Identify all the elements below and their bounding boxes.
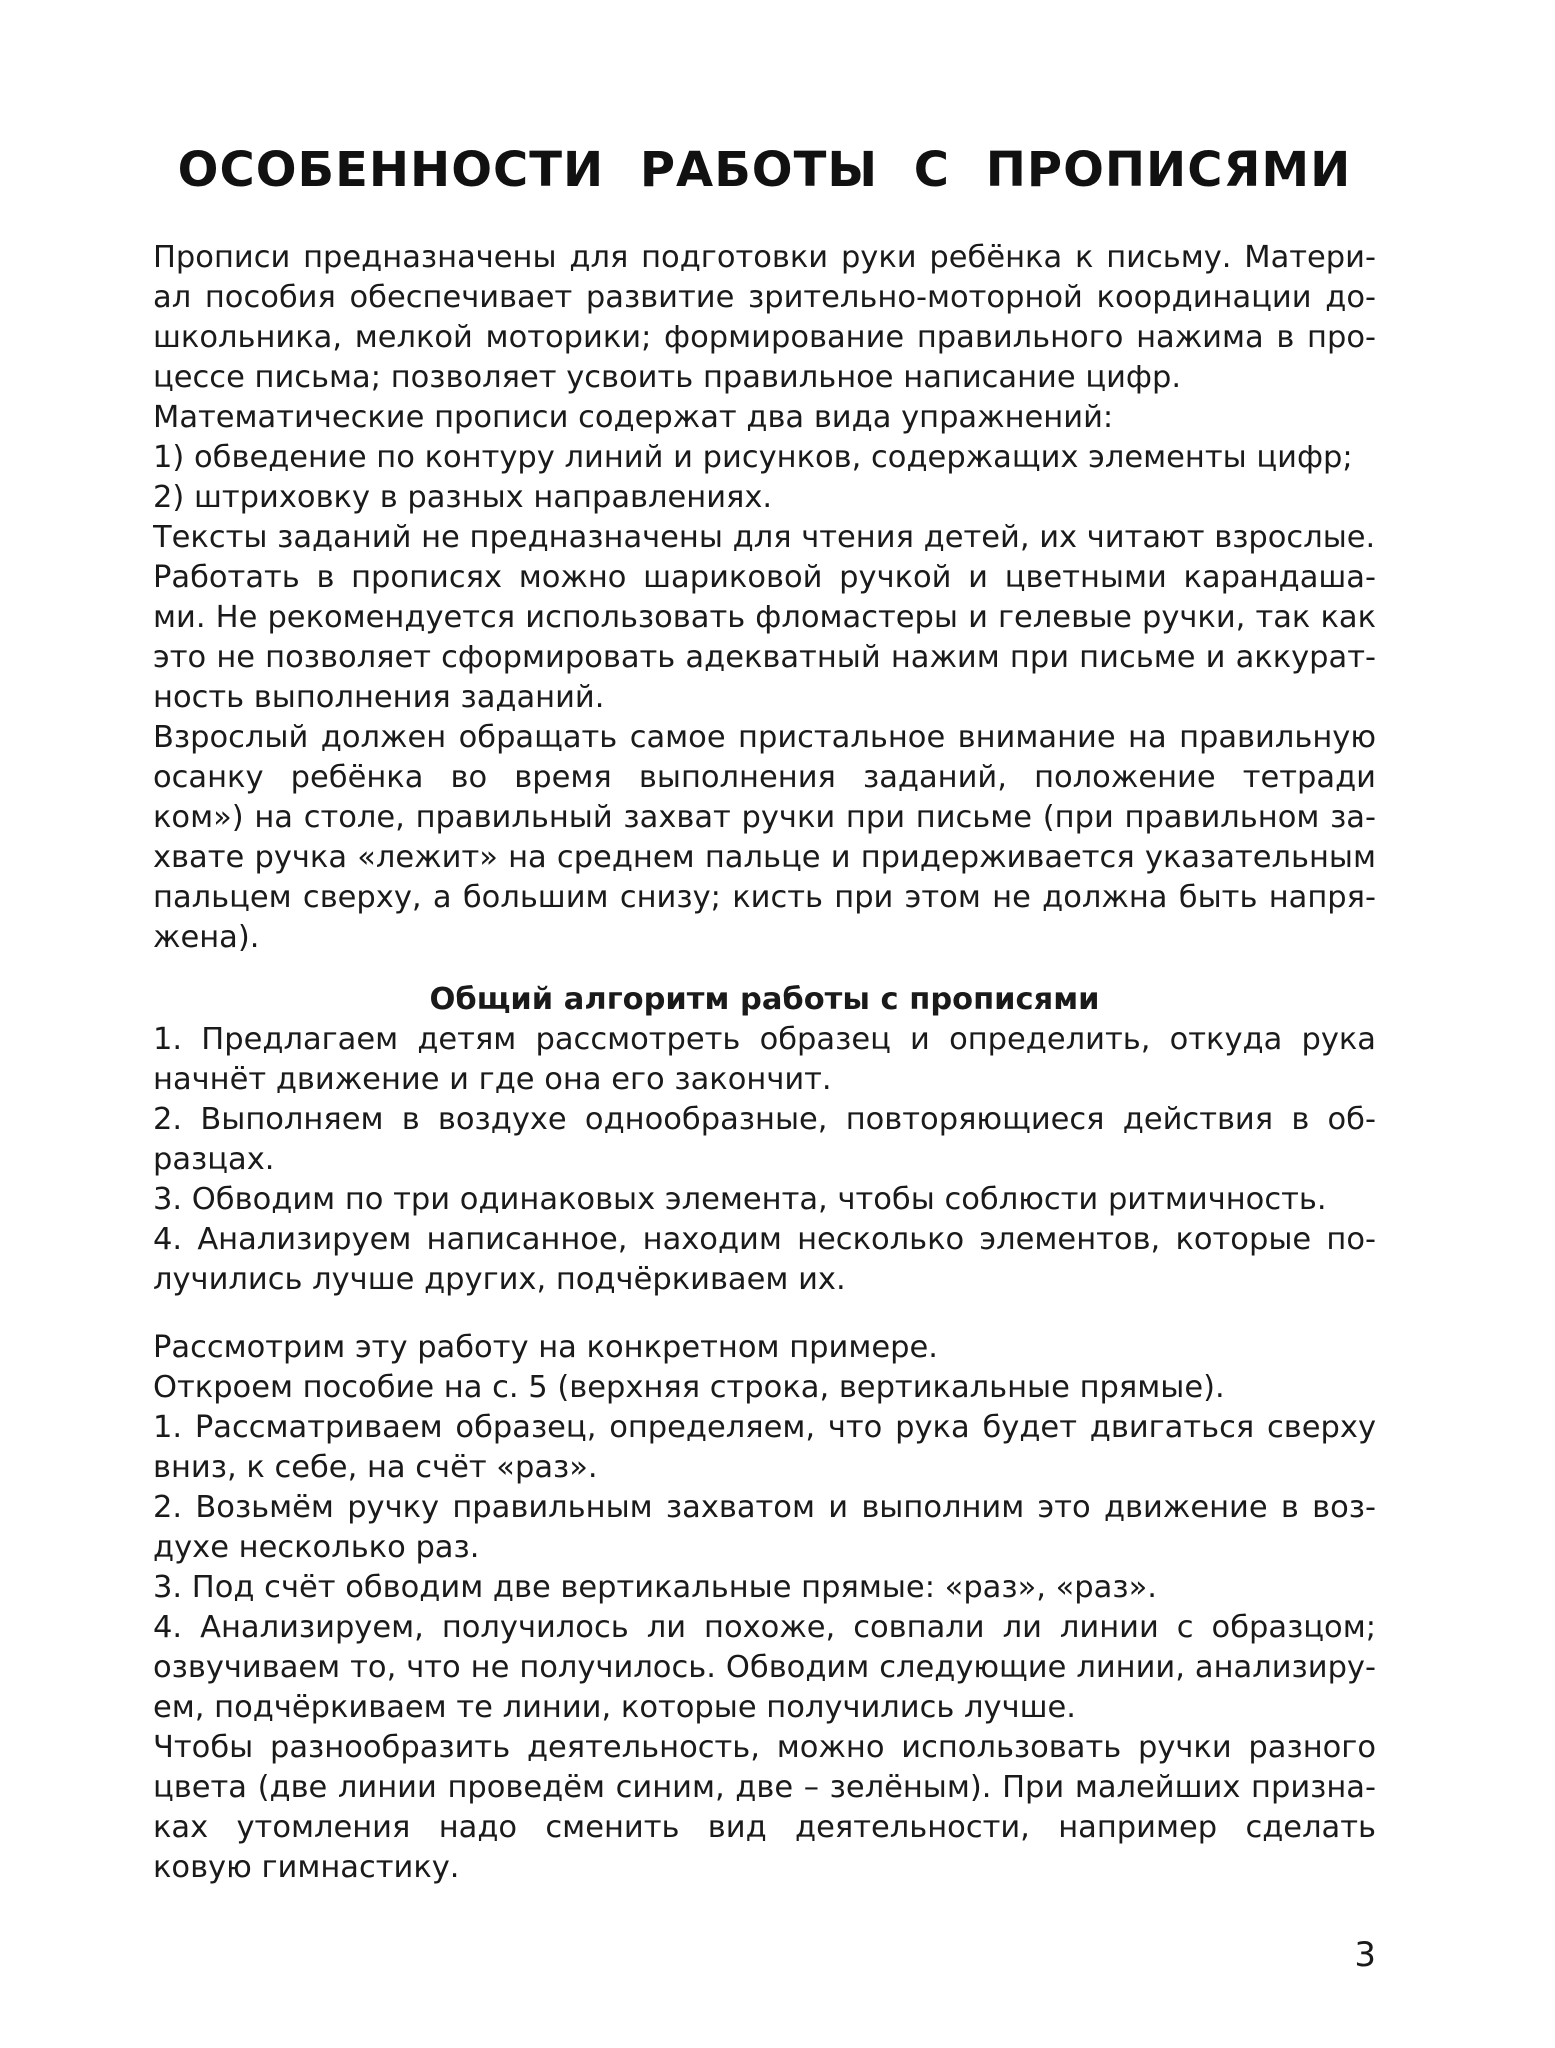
text-line: 2. Возьмём ручку правильным захватом и выполним это движение в воз- <box>153 1490 1376 1525</box>
text-line: ал пособия обеспечивает развитие зрительно-моторной координации до- <box>153 280 1376 315</box>
text-line: лучились лучше других, подчёркиваем их. <box>153 1262 846 1297</box>
intro-section <box>153 238 1376 958</box>
text-line: Тексты заданий не предназначены для чтения детей, их читают взрослые. <box>153 520 1376 555</box>
text-line: Взрослый должен обращать самое пристальное внимание на правильную <box>153 720 1376 755</box>
page-body <box>153 238 1376 1888</box>
text-line: Математические прописи содержат два вида упражнений: <box>153 400 1114 435</box>
example-paragraph <box>153 1568 1376 1608</box>
intro-paragraph <box>153 438 1376 478</box>
text-line: Работать в прописях можно шариковой ручкой и цветными карандаша- <box>153 560 1376 595</box>
algorithm-title: Общий алгоритм работы с прописями <box>429 982 1100 1017</box>
page-number: 3 <box>1354 1935 1376 1975</box>
example-section <box>153 1328 1376 1888</box>
text-line: ковую гимнастику. <box>153 1850 460 1885</box>
text-line: 3. Обводим по три одинаковых элемента, чтобы соблюсти ритмичность. <box>153 1182 1327 1217</box>
text-line: 2. Выполняем в воздухе однообразные, повторяющиеся действия в об- <box>153 1102 1376 1137</box>
text-line: пальцем сверху, а большим снизу; кисть при этом не должна быть напря- <box>153 880 1376 915</box>
algorithm-section <box>153 1020 1376 1300</box>
algorithm-paragraph <box>153 1180 1376 1220</box>
text-line: Рассмотрим эту работу на конкретном примере. <box>153 1330 938 1365</box>
text-line: цвета (две линии проведём синим, две – зелёным). При малейших призна- <box>153 1770 1376 1805</box>
text-line: ность выполнения заданий. <box>153 680 605 715</box>
text-line: Откроем пособие на с. 5 (верхняя строка, вертикальные прямые). <box>153 1370 1225 1405</box>
example-paragraph <box>153 1328 1376 1368</box>
text-line: ем, подчёркиваем те линии, которые получились лучше. <box>153 1690 1076 1725</box>
algorithm-paragraph <box>153 1220 1376 1300</box>
text-line: ком») на столе, правильный захват ручки при письме (при правильном за- <box>153 800 1376 835</box>
text-line: Прописи предназначены для подготовки руки ребёнка к письму. Матери- <box>153 240 1376 275</box>
intro-paragraph <box>153 478 1376 518</box>
text-line: цессе письма; позволяет усвоить правильное написание цифр. <box>153 360 1182 395</box>
text-line: 4. Анализируем написанное, находим несколько элементов, которые по- <box>153 1222 1376 1257</box>
intro-paragraph <box>153 238 1376 398</box>
text-line: 3. Под счёт обводим две вертикальные прямые: «раз», «раз». <box>153 1570 1157 1605</box>
text-line: разцах. <box>153 1142 275 1177</box>
example-paragraph <box>153 1728 1376 1888</box>
example-paragraph <box>153 1608 1376 1728</box>
text-line: ми. Не рекомендуется использовать фломастеры и гелевые ручки, так как <box>153 600 1376 635</box>
intro-paragraph <box>153 558 1376 718</box>
text-line: это не позволяет сформировать адекватный нажим при письме и аккурат- <box>153 640 1376 675</box>
text-line: вниз, к себе, на счёт «раз». <box>153 1450 598 1485</box>
text-line: 1) обведение по контуру линий и рисунков, содержащих элементы цифр; <box>153 440 1353 475</box>
text-line: Чтобы разнообразить деятельность, можно использовать ручки разного <box>153 1730 1376 1765</box>
example-paragraph <box>153 1488 1376 1568</box>
text-line: духе несколько раз. <box>153 1530 480 1565</box>
intro-paragraph <box>153 518 1376 558</box>
text-line: хвате ручка «лежит» на среднем пальце и придерживается указательным <box>153 840 1376 875</box>
example-paragraph <box>153 1408 1376 1488</box>
text-line: 1. Предлагаем детям рассмотреть образец и определить, откуда рука <box>153 1022 1376 1057</box>
text-line: 2) штриховку в разных направлениях. <box>153 480 773 515</box>
intro-paragraph <box>153 398 1376 438</box>
text-line: начнёт движение и где она его закончит. <box>153 1062 832 1097</box>
text-line: осанку ребёнка во время выполнения заданий, положение тетради <box>153 760 1376 795</box>
text-line: школьника, мелкой моторики; формирование правильного нажима в про- <box>153 320 1376 355</box>
algorithm-paragraph <box>153 1100 1376 1180</box>
page-title: ОСОБЕННОСТИ РАБОТЫ С ПРОПИСЯМИ <box>177 142 1352 198</box>
intro-paragraph <box>153 718 1376 958</box>
text-line: 4. Анализируем, получилось ли похоже, совпали ли линии с образцом; <box>153 1610 1376 1645</box>
example-paragraph <box>153 1368 1376 1408</box>
text-line: жена). <box>153 920 260 955</box>
text-line: озвучиваем то, что не получилось. Обводим следующие линии, анализиру- <box>153 1650 1376 1685</box>
algorithm-paragraph <box>153 1020 1376 1100</box>
text-line: ках утомления надо сменить вид деятельности, например сделать <box>153 1810 1376 1845</box>
text-line: 1. Рассматриваем образец, определяем, что рука будет двигаться сверху <box>153 1410 1376 1445</box>
